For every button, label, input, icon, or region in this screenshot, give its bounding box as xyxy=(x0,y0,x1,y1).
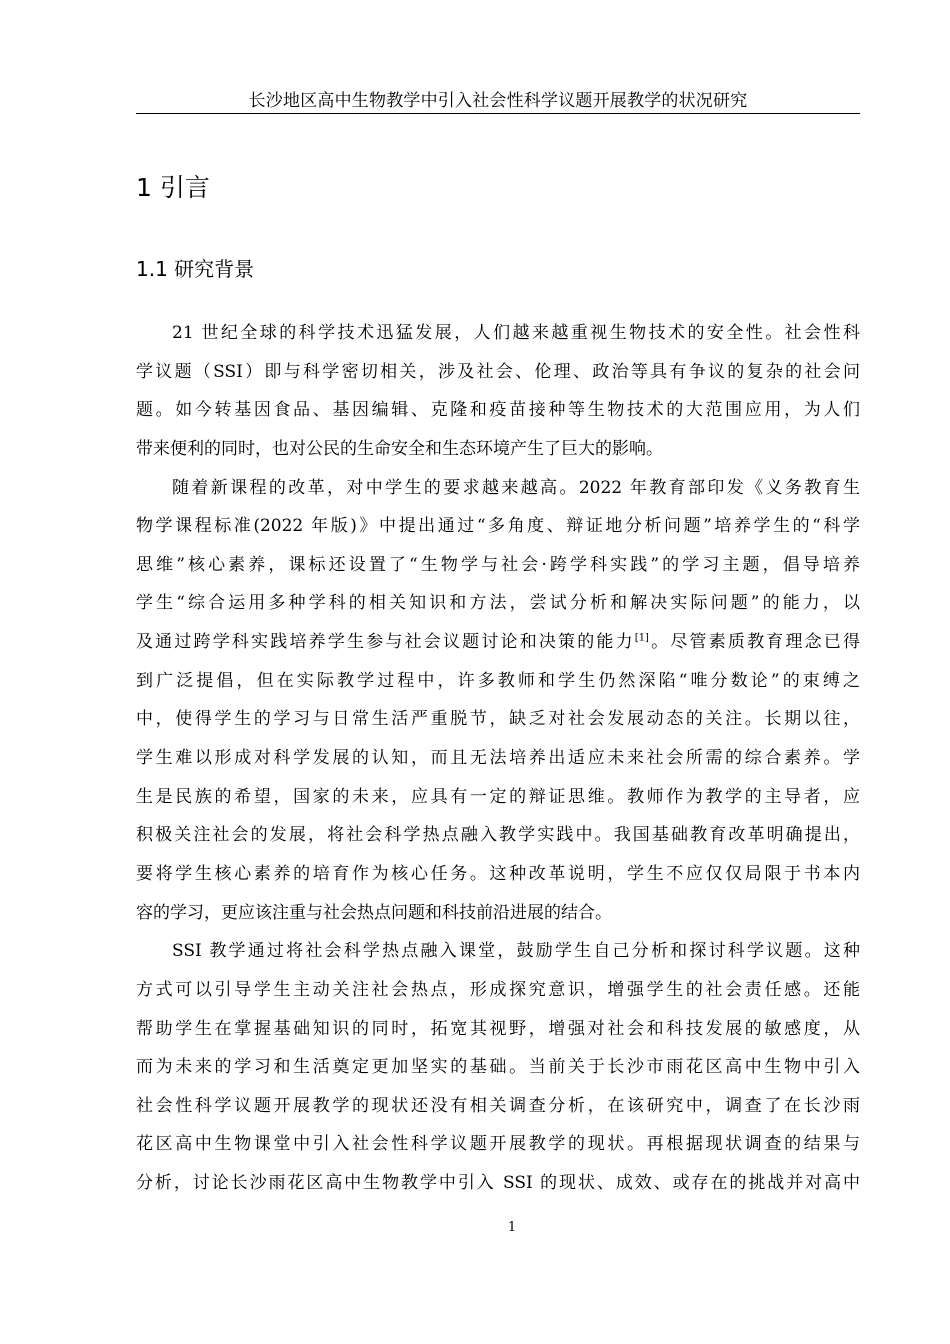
text-line: 分析，讨论长沙雨花区高中生物教学中引入 SSI 的现状、成效、或存在的挑战并对高中 xyxy=(136,1173,860,1194)
chapter-title: 1 引言 xyxy=(136,173,210,202)
text-line: 21 世纪全球的科学技术迅猛发展，人们越来越重视生物技术的安全性。社会性科 xyxy=(172,323,860,343)
text-line: 生是民族的希望，国家的未来，应具有一定的辩证思维。教师作为教学的主导者，应 xyxy=(136,786,860,807)
header-rule xyxy=(136,113,860,114)
text-line: 帮助学生在掌握基础知识的同时，拓宽其视野，增强对社会和科技发展的敏感度，从 xyxy=(136,1018,860,1039)
text-line: 思维”核心素养，课标还设置了“生物学与社会·跨学科实践”的学习主题，倡导培养 xyxy=(136,554,860,575)
text-segment: 及通过跨学科实践培养学生参与社会议题讨论和决策的能力 xyxy=(136,632,635,653)
text-line: 积极关注社会的发展，将社会科学热点融入教学实践中。我国基础教育改革明确提出， xyxy=(136,825,860,846)
text-line: 题。如今转基因食品、基因编辑、克隆和疫苗接种等生物技术的大范围应用，为人们 xyxy=(136,400,860,421)
text-line: 而为未来的学习和生活奠定更加坚实的基础。当前关于长沙市雨花区高中生物中引入 xyxy=(136,1057,860,1078)
text-line: 容的学习，更应该注重与社会热点问题和科技前沿进展的结合。 xyxy=(136,902,612,923)
text-line-with-citation xyxy=(136,623,860,662)
text-line: 学生难以形成对科学发展的认知，而且无法培养出适应未来社会所需的综合素养。学 xyxy=(136,748,860,769)
text-line: 到广泛提倡，但在实际教学过程中，许多教师和学生仍然深陷“唯分数论”的束缚之 xyxy=(136,670,860,691)
text-line: SSI 教学通过将社会科学热点融入课堂，鼓励学生自己分析和探讨科学议题。这种 xyxy=(172,941,860,962)
running-header: 长沙地区高中生物教学中引入社会性科学议题开展教学的状况研究 xyxy=(248,91,748,111)
text-segment: 。尽管素质教育理念已得 xyxy=(648,632,860,653)
text-line: 要将学生核心素养的培育作为核心任务。这种改革说明，学生不应仅仅局限于书本内 xyxy=(136,863,860,884)
text-line: 中，使得学生的学习与日常生活严重脱节，缺乏对社会发展动态的关注。长期以往， xyxy=(136,709,860,730)
text-line: 学议题（SSI）即与科学密切相关，涉及社会、伦理、政治等具有争议的复杂的社会问 xyxy=(136,361,860,382)
page-number: 1 xyxy=(507,1220,517,1235)
text-line: 随着新课程的改革，对中学生的要求越来越高。2022 年教育部印发《义务教育生 xyxy=(172,477,860,498)
text-line: 学生“综合运用多种学科的相关知识和方法，尝试分析和解决实际问题”的能力，以 xyxy=(136,593,860,614)
text-line: 社会性科学议题开展教学的现状还没有相关调查分析，在该研究中，调查了在长沙雨 xyxy=(136,1095,860,1116)
body-text xyxy=(136,314,860,1203)
text-line: 方式可以引导学生主动关注社会热点，形成探究意识，增强学生的社会责任感。还能 xyxy=(136,979,860,1000)
text-line: 花区高中生物课堂中引入社会性科学议题开展教学的现状。再根据现状调查的结果与 xyxy=(136,1134,860,1155)
section-title: 1.1 研究背景 xyxy=(136,257,255,281)
text-line: 物学课程标准(2022 年版)》中提出通过“多角度、辩证地分析问题”培养学生的“科学 xyxy=(136,516,860,537)
citation-marker: [1] xyxy=(634,632,649,644)
text-line: 带来便利的同时，也对公民的生命安全和生态环境产生了巨大的影响。 xyxy=(136,438,663,459)
